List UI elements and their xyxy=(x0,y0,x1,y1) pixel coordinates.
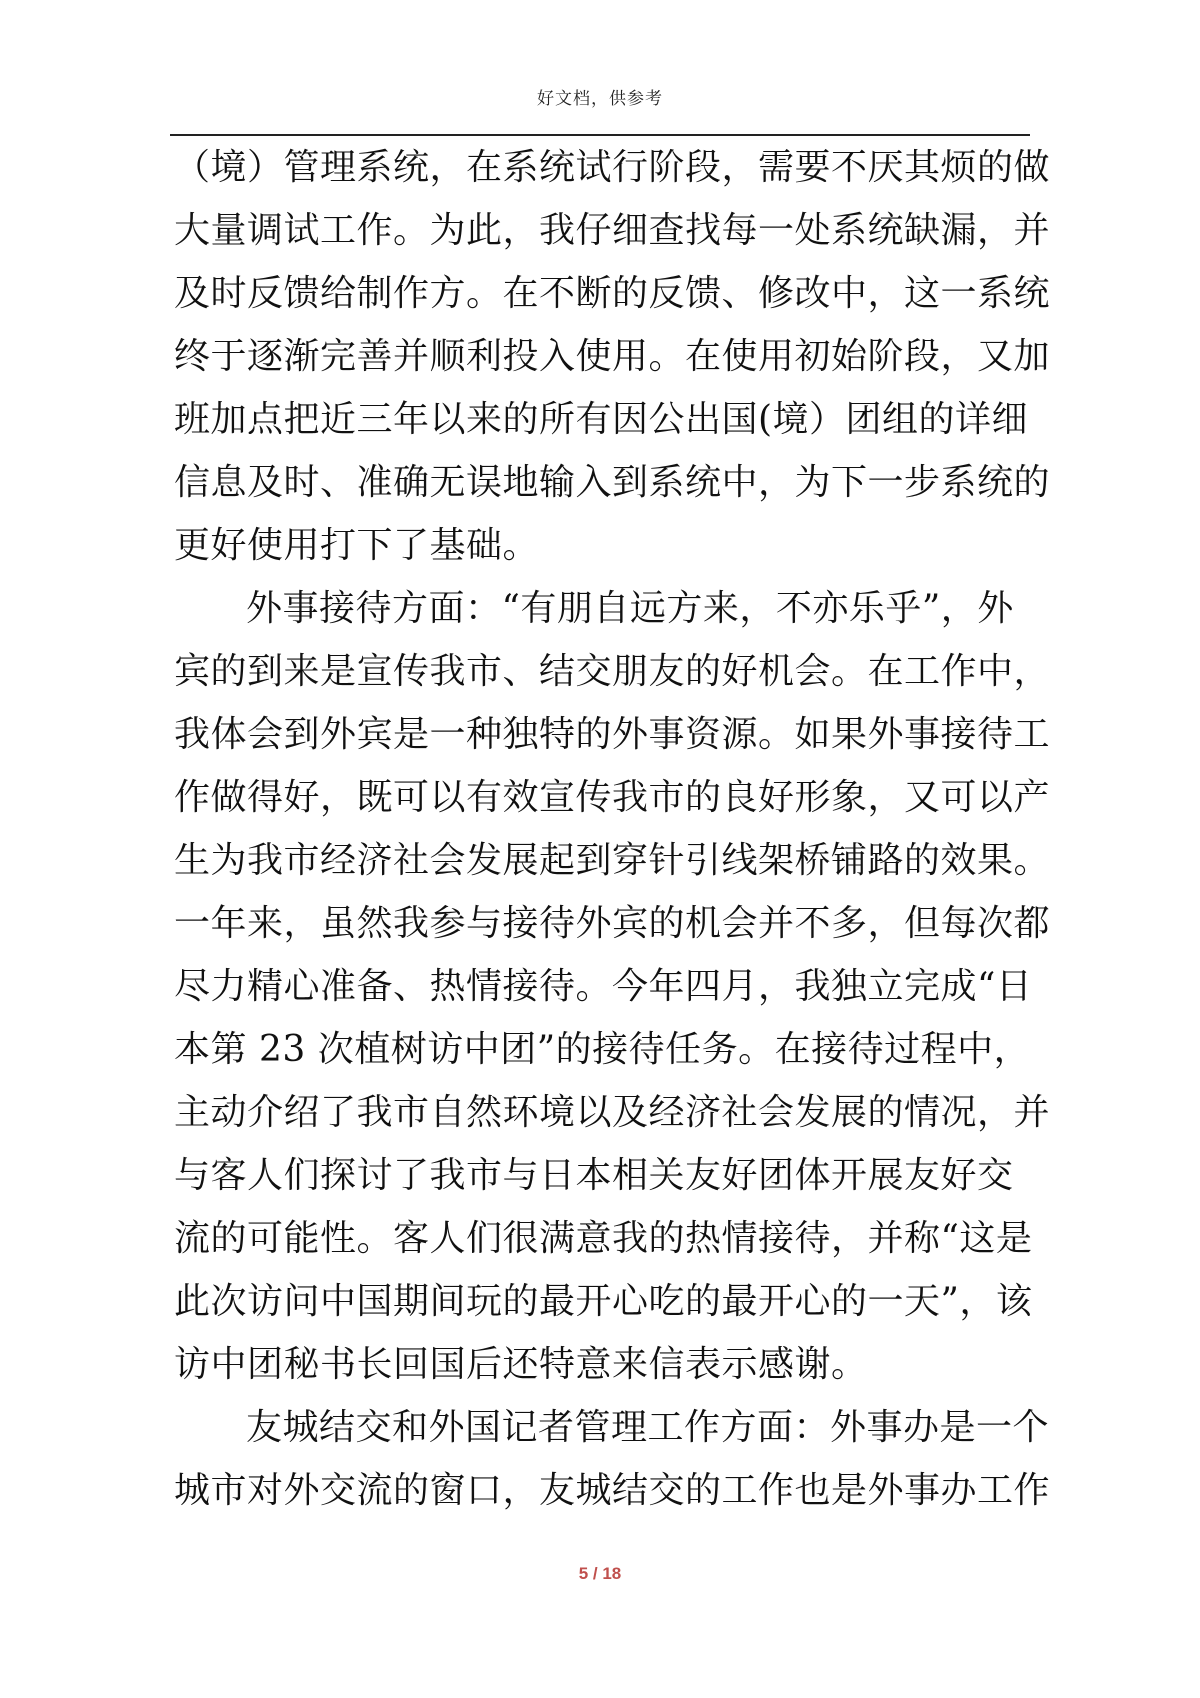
text-line: 信息及时、准确无误地输入到系统中，为下一步系统的 xyxy=(174,462,1051,503)
text-line: 作做得好，既可以有效宣传我市的良好形象，又可以产 xyxy=(174,777,1051,818)
text-line: 大量调试工作。为此，我仔细查找每一处系统缺漏，并 xyxy=(174,210,1051,251)
page-number: 5 / 18 xyxy=(578,1564,622,1583)
text-line: 生为我市经济社会发展起到穿针引线架桥铺路的效果。 xyxy=(174,840,1051,881)
text-line: 我体会到外宾是一种独特的外事资源。如果外事接待工 xyxy=(174,714,1051,755)
text-line: 与客人们探讨了我市与日本相关友好团体开展友好交 xyxy=(174,1155,1014,1196)
text-line: 访中团秘书长回国后还特意来信表示感谢。 xyxy=(174,1344,868,1385)
text-line: 尽力精心准备、热情接待。今年四月，我独立完成“日 xyxy=(174,966,1033,1007)
text-line: （境）管理系统，在系统试行阶段，需要不厌其烦的做 xyxy=(174,147,1051,188)
text-line: 更好使用打下了基础。 xyxy=(174,525,540,566)
text-line: 城市对外交流的窗口，友城结交的工作也是外事办工作 xyxy=(174,1470,1051,1511)
text-line: 终于逐渐完善并顺利投入使用。在使用初始阶段，又加 xyxy=(174,336,1051,377)
document-body xyxy=(174,136,1051,1522)
text-line: 主动介绍了我市自然环境以及经济社会发展的情况，并 xyxy=(174,1092,1051,1133)
text-line: 一年来，虽然我参与接待外宾的机会并不多，但每次都 xyxy=(174,903,1051,944)
text-line: 此次访问中国期间玩的最开心吃的最开心的一天”，该 xyxy=(174,1281,1033,1322)
text-line: 宾的到来是宣传我市、结交朋友的好机会。在工作中， xyxy=(174,651,1051,692)
text-line: 本第 23 次植树访中团”的接待任务。在接待过程中， xyxy=(174,1029,1031,1070)
paragraph-start-line: 外事接待方面：“有朋自远方来，不亦乐乎”，外 xyxy=(246,588,1014,629)
page-header: 好文档，供参考 xyxy=(537,89,663,109)
text-line: 流的可能性。客人们很满意我的热情接待，并称“这是 xyxy=(174,1218,1033,1259)
text-line: 及时反馈给制作方。在不断的反馈、修改中，这一系统 xyxy=(174,273,1051,314)
paragraph-start-line: 友城结交和外国记者管理工作方面：外事办是一个 xyxy=(246,1407,1050,1448)
text-line: 班加点把近三年以来的所有因公出国(境）团组的详细 xyxy=(174,399,1029,440)
